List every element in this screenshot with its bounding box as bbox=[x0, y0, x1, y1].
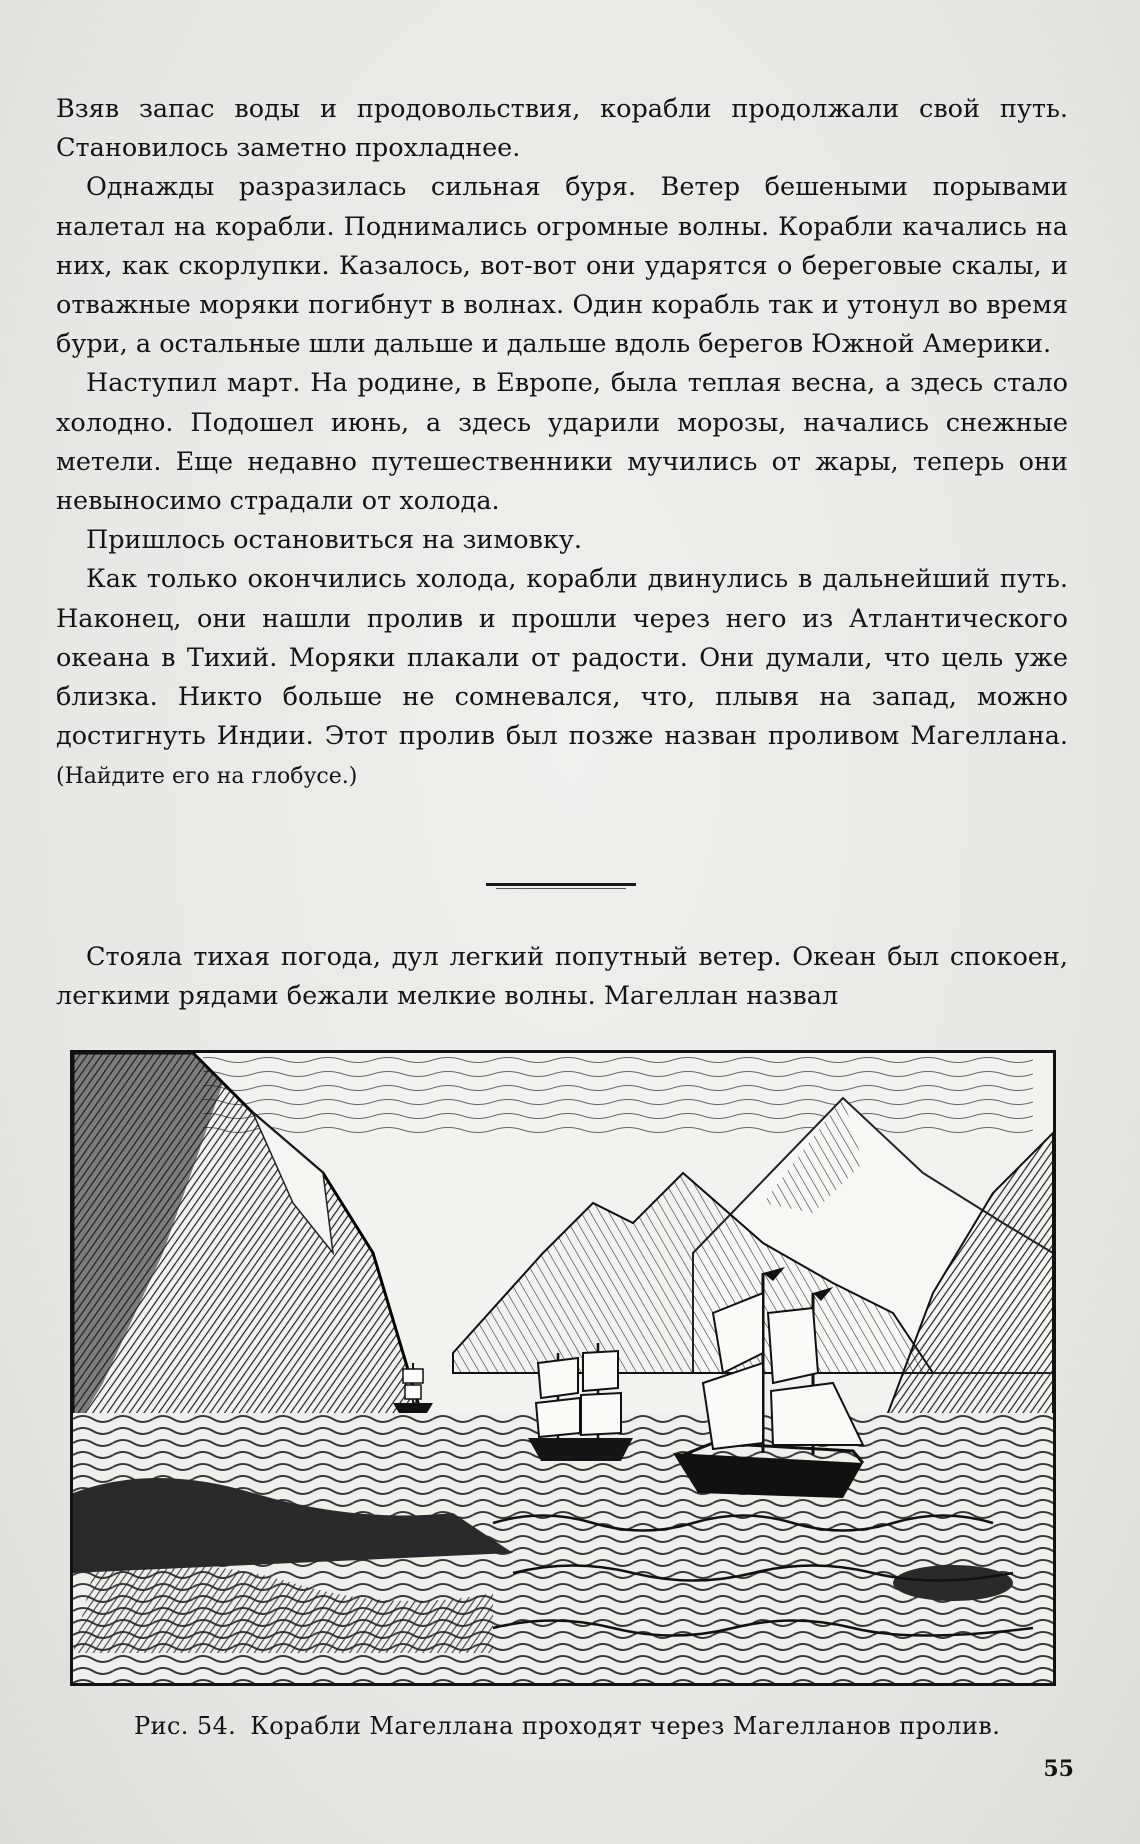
figure-caption bbox=[134, 1712, 1080, 1740]
paragraph-5-main: Как только окончились холода, корабли двинулись в дальнейший путь. Наконец, они нашли пролив и прошли через него из Атлантического океана в Тихий. Моряки плакали от радости. Они думали, что цель уже близка. Никто больше не сомневался, что, плывя на запад, можно достигнуть Индии. Этот пролив был позже назван проливом Магеллана. bbox=[56, 564, 1068, 752]
page-number: 55 bbox=[1043, 1756, 1074, 1782]
section-divider bbox=[486, 883, 636, 886]
paragraph-4: Пришлось остановиться на зимовку. bbox=[86, 525, 582, 556]
paragraph-2: Однажды разразилась сильная буря. Ветер бешеными порывами налетал на корабли. Поднимались огромные волны. Корабли качались на них, как скорлупки. Казалось, вот-вот они ударятся о береговые скалы, и отважные моряки погибнут в волнах. Один корабль так и утонул во время бури, а остальные шли дальше и дальше вдоль берегов Южной Америки. bbox=[56, 172, 1068, 360]
paragraph-1: Взяв запас воды и продовольствия, корабли продолжали свой путь. Становилось заметно прохладнее. bbox=[56, 94, 1068, 164]
figure-illustration bbox=[70, 1050, 1056, 1686]
strait-ships-illustration bbox=[73, 1053, 1053, 1683]
clouds bbox=[203, 1053, 1033, 1133]
paragraph-6: Стояла тихая погода, дул легкий попутный ветер. Океан был спокоен, легкими рядами бежали мелкие волны. Магеллан назвал bbox=[56, 942, 1068, 1012]
right-rock bbox=[893, 1565, 1013, 1601]
figure-caption-text: Корабли Магеллана проходят через Магелланов пролив. bbox=[250, 1712, 1001, 1740]
globe-note: (Найдите его на глобусе.) bbox=[56, 764, 358, 790]
figure-caption-label: Рис. 54. bbox=[134, 1712, 237, 1740]
bottom-text-block bbox=[56, 938, 1068, 1016]
paragraph-3: Наступил март. На родине, в Европе, была теплая весна, а здесь стало холодно. Подошел июнь, а здесь ударили морозы, начались снежные метели. Еще недавно путешественники мучились от жары, теперь они невыносимо страдали от холода. bbox=[56, 368, 1068, 517]
paragraph-5 bbox=[56, 560, 1068, 796]
top-text-block bbox=[56, 90, 1068, 797]
